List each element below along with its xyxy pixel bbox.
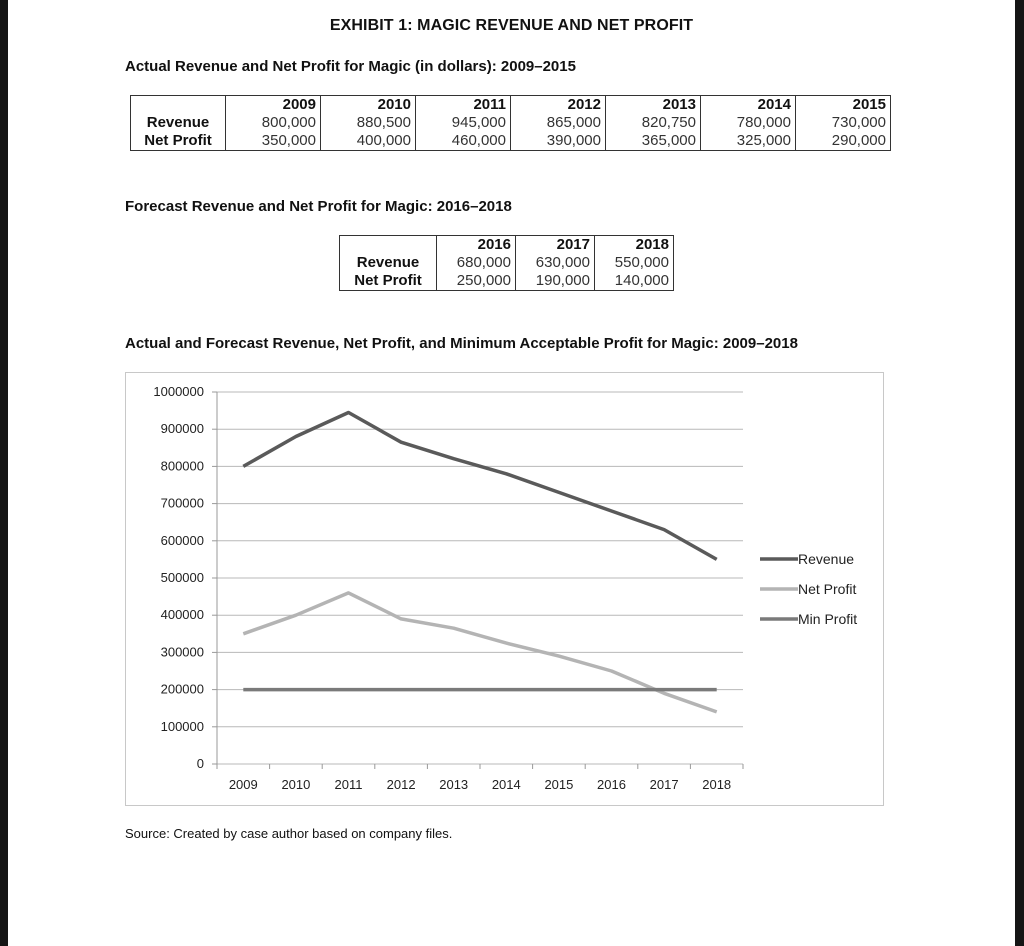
y-tick-label: 300000 — [160, 644, 204, 660]
table-cell: 630,000 — [516, 254, 595, 272]
line-chart — [125, 372, 884, 806]
year-header: 2015 — [796, 96, 891, 115]
table-cell: 730,000 — [796, 114, 891, 132]
x-tick-label: 2012 — [386, 777, 416, 792]
exhibit-title: EXHIBIT 1: MAGIC REVENUE AND NET PROFIT — [329, 17, 694, 34]
table-cell: 820,750 — [606, 114, 701, 132]
y-tick-label: 1000000 — [153, 384, 204, 399]
table-corner — [131, 96, 226, 115]
table-cell: 290,000 — [796, 132, 891, 151]
year-header: 2010 — [321, 96, 416, 115]
x-tick-label: 2015 — [544, 777, 574, 792]
y-tick-label: 200000 — [160, 681, 204, 697]
exhibit-page — [8, 0, 1015, 946]
table-cell: 325,000 — [701, 132, 796, 151]
x-tick-label: 2010 — [281, 777, 311, 792]
y-tick-label: 800000 — [160, 458, 204, 474]
year-header: 2012 — [511, 96, 606, 115]
legend-label: Min Profit — [798, 611, 858, 627]
table-cell: 945,000 — [416, 114, 511, 132]
y-tick-label: 900000 — [160, 421, 204, 437]
x-tick-label: 2013 — [439, 777, 469, 792]
table-cell: 880,500 — [321, 114, 416, 132]
legend-label: Net Profit — [798, 581, 857, 597]
source-note: Source: Created by case author based on company files. — [125, 826, 453, 841]
y-tick-label: 500000 — [160, 570, 204, 585]
row-label: Net Profit — [340, 272, 437, 291]
table-cell: 550,000 — [595, 254, 674, 272]
table-cell: 680,000 — [437, 254, 516, 272]
row-label: Revenue — [131, 114, 226, 132]
x-tick-label: 2017 — [649, 777, 679, 792]
table-row — [340, 254, 674, 272]
chart-heading: Actual and Forecast Revenue, Net Profit, and Minimum Acceptable Profit for Magic: 2009–2018 — [125, 335, 798, 352]
table-cell: 865,000 — [511, 114, 606, 132]
x-tick-label: 2014 — [491, 777, 521, 792]
y-tick-label: 400000 — [160, 607, 204, 623]
table-cell: 800,000 — [226, 114, 321, 132]
actual-heading: Actual Revenue and Net Profit for Magic (in dollars): 2009–2015 — [125, 58, 576, 75]
table-corner — [340, 236, 437, 255]
year-header: 2011 — [416, 96, 511, 115]
forecast-heading: Forecast Revenue and Net Profit for Magic: 2016–2018 — [125, 198, 512, 215]
year-header: 2009 — [226, 96, 321, 115]
year-header: 2018 — [595, 236, 674, 255]
year-header: 2014 — [701, 96, 796, 115]
table-row — [131, 114, 891, 132]
actual-table — [130, 95, 891, 151]
chart-canvas — [126, 373, 883, 805]
table-cell: 140,000 — [595, 272, 674, 291]
table-row — [131, 132, 891, 151]
row-label: Revenue — [340, 254, 437, 272]
table-cell: 780,000 — [701, 114, 796, 132]
series-line-revenue — [243, 413, 716, 560]
y-tick-label: 0 — [196, 756, 204, 771]
x-tick-label: 2011 — [334, 777, 363, 792]
y-tick-label: 100000 — [160, 718, 204, 734]
table-cell: 365,000 — [606, 132, 701, 151]
table-cell: 390,000 — [511, 132, 606, 151]
year-header: 2016 — [437, 236, 516, 255]
legend-label: Revenue — [798, 551, 855, 567]
row-label: Net Profit — [131, 132, 226, 151]
table-cell: 190,000 — [516, 272, 595, 291]
table-row — [340, 272, 674, 291]
y-tick-label: 600000 — [160, 532, 204, 548]
x-tick-label: 2018 — [702, 777, 732, 792]
year-header: 2017 — [516, 236, 595, 255]
table-cell: 350,000 — [226, 132, 321, 151]
y-tick-label: 700000 — [160, 495, 204, 511]
x-tick-label: 2009 — [228, 777, 258, 792]
year-header: 2013 — [606, 96, 701, 115]
x-tick-label: 2016 — [597, 777, 626, 792]
table-cell: 460,000 — [416, 132, 511, 151]
table-cell: 250,000 — [437, 272, 516, 291]
forecast-table — [339, 235, 674, 291]
table-cell: 400,000 — [321, 132, 416, 151]
